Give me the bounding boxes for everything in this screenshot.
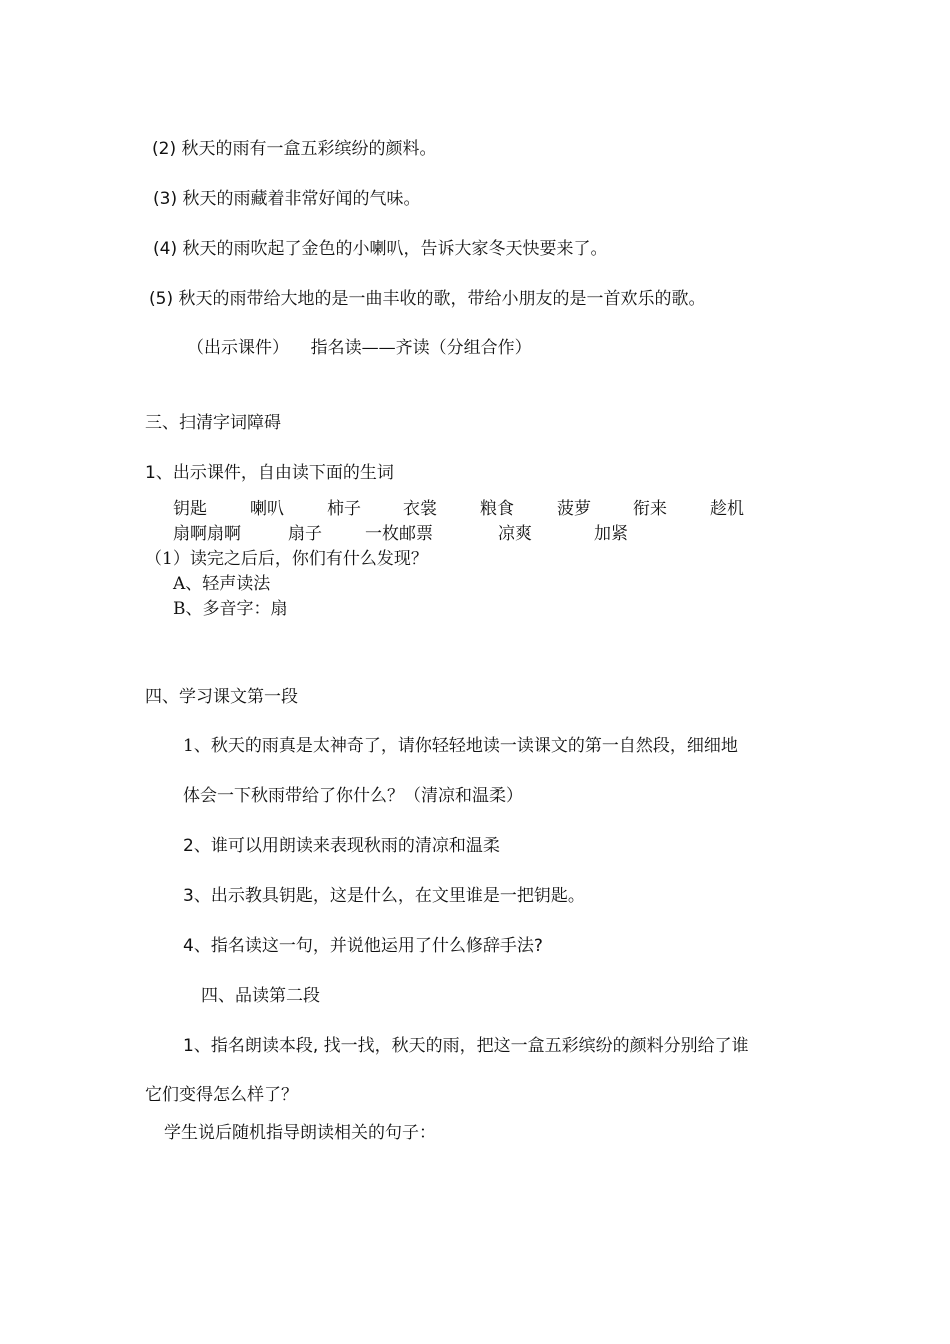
reading-instruction-rest: 找一找，秋天的雨，把这一盒五彩缤纷的颜料分别给了谁: [318, 1036, 749, 1056]
show-courseware-line: （出示课件） 指名读——齐读（分组合作）: [187, 338, 532, 358]
reading-instruction-line-2: 它们变得怎么样了？: [145, 1085, 298, 1105]
vocab-word: 加紧: [594, 524, 628, 544]
vocab-word: 扇子: [288, 524, 322, 544]
vocab-word: 衣裳: [403, 499, 437, 519]
vocab-word: 钥匙: [173, 499, 207, 519]
paragraph-4: 4、指名读这一句，并说他运用了什么修辞手法?: [183, 936, 543, 956]
answer-b: B、多音字：扇: [173, 599, 288, 619]
section-5-heading: 四、品读第二段: [201, 986, 320, 1006]
sentence-2: (2) 秋天的雨有一盒五彩缤纷的颜料。: [152, 139, 437, 159]
paragraph-2: 2、谁可以用朗读来表现秋雨的清凉和温柔: [183, 836, 500, 856]
vocab-word: 喇叭: [250, 499, 284, 519]
section-3-item-1: 1、出示课件，自由读下面的生词: [145, 463, 394, 483]
paragraph-3: 3、出示教具钥匙，这是什么，在文里谁是一把钥匙。: [183, 886, 585, 906]
section-3-heading: 三、扫清字词障碍: [145, 413, 281, 433]
sentence-3: (3) 秋天的雨藏着非常好闻的气味。: [153, 189, 421, 209]
section-4-heading: 四、学习课文第一段: [145, 687, 298, 707]
reading-instruction-line-1: [183, 1038, 749, 1055]
vocab-word: 一枚邮票: [365, 524, 433, 544]
question-1: （1）读完之后后，你们有什么发现？: [145, 549, 428, 569]
vocab-word: 凉爽: [498, 524, 532, 544]
sentence-5: (5) 秋天的雨带给大地的是一曲丰收的歌，带给小朋友的是一首欢乐的歌。: [149, 289, 706, 309]
vocab-word: 扇啊扇啊: [173, 524, 241, 544]
vocab-word: 菠萝: [557, 499, 591, 519]
vocab-word: 柿子: [327, 499, 361, 519]
guidance-line: 学生说后随机指导朗读相关的句子：: [164, 1123, 436, 1143]
vocab-word: 衔来: [633, 499, 667, 519]
vocab-word: 趁机: [710, 499, 744, 519]
paragraph-1-line-2: 体会一下秋雨带给了你什么？（清凉和温柔）: [183, 786, 523, 806]
answer-a: A、轻声读法: [173, 574, 271, 594]
paragraph-1-line-1: 1、秋天的雨真是太神奇了，请你轻轻地读一读课文的第一自然段，细细地: [183, 736, 738, 756]
reading-instruction-lead: 1、指名朗读本段,: [183, 1036, 319, 1056]
vocab-word: 粮食: [480, 499, 514, 519]
sentence-4: (4) 秋天的雨吹起了金色的小喇叭，告诉大家冬天快要来了。: [153, 239, 608, 259]
